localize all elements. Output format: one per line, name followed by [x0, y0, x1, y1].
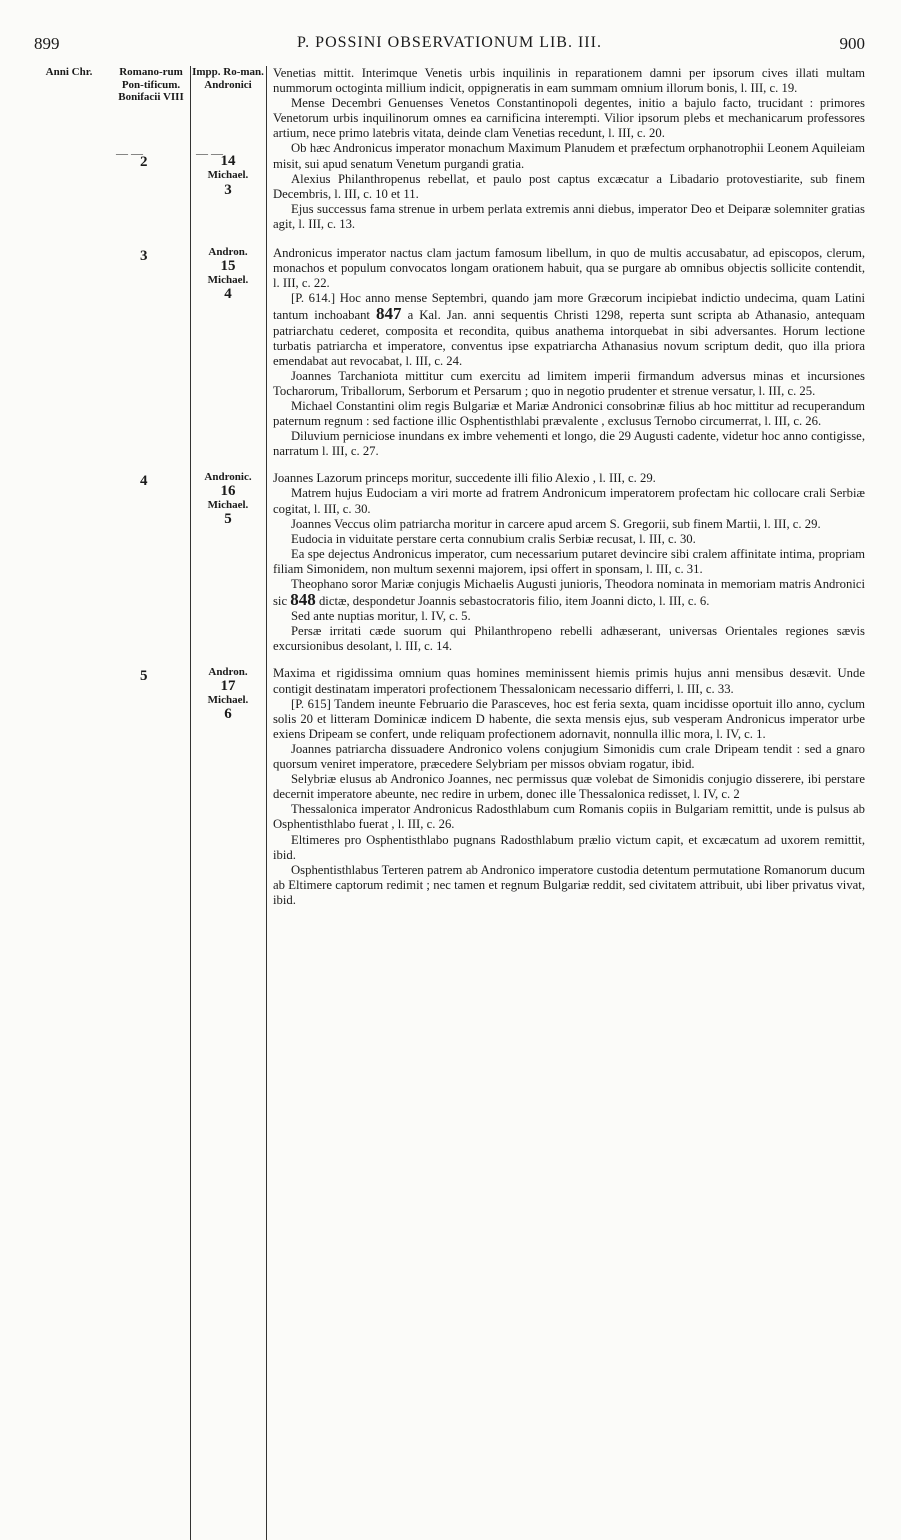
- entry-paragraph: Selybriæ elusus ab Andronico Joannes, nec permissus quæ volebat de Simonidis conjugio disserere, ibi perstare decernit imperatore abeunte, nec redire in urbem, donec ille Thessalonica redisset, l. IV, c. 2: [273, 772, 865, 802]
- main-text: [273, 66, 865, 908]
- co-emperor-name: Michael.: [207, 169, 249, 181]
- emperor-name: Andron.: [208, 666, 248, 678]
- andronicus-year: 16: [220, 482, 236, 499]
- emperor-name: Andron.: [208, 246, 248, 258]
- emperor-year-cell: [192, 666, 264, 722]
- entry-paragraph: [P. 615] Tandem ineunte Februario die Parasceves, hoc est feria sexta, quam incidisse oportuit illo anno, cyclum solis 20 et litteram Dominicæ indicem D habente, die sexta mensis ejus, sub vesperam Andronicus imperator urbe exiens Dripeam se confert, unde reliquam profectionem adornavit, nonnulla illic mora, l. IV, c. 1.: [273, 696, 865, 741]
- year-block: [273, 471, 865, 654]
- year-number: 2: [140, 154, 148, 170]
- entry-paragraph: Thessalonica imperator Andronicus Radosthlabum cum Romanis copiis in Bulgariam remittit, unde is pulsus ab Osphentisthlabo fuerat , l. III, c. 26.: [273, 802, 865, 832]
- entry-paragraph: Ejus successus fama strenue in urbem perlata extremis anni diebus, imperator Deo et Deiparæ solemniter gratias agit, l. III, c. 13.: [273, 201, 865, 231]
- emperor-name: Andronic.: [204, 471, 252, 483]
- co-emperor-name: Michael.: [207, 498, 249, 511]
- column-head-romano: Romano-rum Pon-tificum. Bonifacii VIII: [118, 66, 184, 103]
- column-dash: — —: [196, 146, 223, 160]
- year-block: [273, 66, 865, 232]
- entry-paragraph: Osphentisthlabus Terteren patrem ab Andronico imperatore custodia detentum permutatione Romanorum ducum ab Eltimere captorum redimit ; nec tamen et regnum Bulgariæ reddit, sed civitatem attribuit, ubi liber privatus vivat, ibid.: [273, 862, 865, 907]
- entry-paragraph: Ea spe dejectus Andronicus imperator, cum necessarium putaret devincire sibi cralem affinitate intima, propriam filiam Simonidem, non multum sexenni majorem, ipsi offert in sponsam, l. III, c. 31.: [273, 546, 865, 576]
- year-block: [273, 246, 865, 459]
- entry-paragraph: Matrem hujus Eudociam a viri morte ad fratrem Andronicum imperatorem profectam hic collocare crali Serbiæ cogitat, l. III, c. 30.: [273, 486, 865, 516]
- entry-paragraph: Mense Decembri Genuenses Venetos Constantinopoli degentes, initio a bajulo facto, trucidant : primores Venetorum urbis inquilinorum omnes ea carnificina interempti. Vilior ipsorum plebs et mechanicarum professores artium, nece primo latebris vitata, deinde clam Venetias recedunt, l. III, c. 20.: [273, 96, 865, 141]
- entry-paragraph: Joannes patriarcha dissuadere Andronico volens conjugium Simonidis cum crale Dripeam tendit : sed a gnaro quorsum veniret imperatore, præcedere Selybriam per missos obviam rogatur, ibid.: [273, 741, 865, 772]
- co-emperor-name: Michael.: [207, 273, 249, 286]
- entry-paragraph: Sed ante nuptias moritur, l. IV, c. 5.: [291, 609, 471, 624]
- inline-page-ref: 847: [376, 304, 402, 324]
- entry-paragraph: Ob hæc Andronicus imperator monachum Maximum Planudem et præfectum orphanotrophii Leonem Aquileiam misit, sui apud senatum Venetum purgandi gratia.: [273, 141, 865, 171]
- year-block: [273, 666, 865, 908]
- entry-paragraph: Venetias mittit. Interimque Venetis urbis inquilinis in reparationem damni per ipsorum cives illati multam nummorum octoginta millium indicit, oppigneratis in eam summam omnium illorum bonis, l. III, c. 19.: [273, 66, 865, 96]
- entry-paragraph: Andronicus imperator nactus clam jactum famosum libellum, in quo de multis accusabatur, ad episcopos, clerum, monachos et populum convocatos longam orationem habuit, qua se purgare ab omnibus objectis sollicite contendit, l. III, c. 22.: [273, 246, 865, 291]
- entry-paragraph: Joannes Tarchaniota mittitur cum exercitu ad limitem imperii firmandum adversus minas et incursiones Tocharorum, Triballorum, Serborum et Persarum ; quo in negotio prudenter et strenue versatur, l. III, c. 25.: [273, 368, 865, 398]
- entry-paragraph: Persæ irritati cæde suorum qui Philanthropeno rebelli adhæserant, universas Orientales regiones sævis excursionibus desolant, l. III, c. 14.: [273, 624, 865, 654]
- running-title: P. POSSINI OBSERVATIONUM LIB. III.: [297, 34, 602, 51]
- column-dash: — —: [116, 146, 143, 160]
- inline-page-ref: 848: [290, 590, 316, 610]
- michael-year: 5: [224, 511, 232, 527]
- entry-paragraph: Theophano soror Mariæ conjugis Michaelis Augusti junioris, Theodora nominata in memoriam matris Andronici sic 848 dictæ, despondetur Joannis sebastocratoris filio, item Joanni dicto, l. III, c. 6.: [273, 577, 865, 610]
- year-number: 4: [140, 473, 148, 489]
- entry-paragraph: Joannes Lazorum princeps moritur, succedente illi filio Alexio , l. III, c. 29.: [273, 471, 656, 486]
- page-header: [34, 34, 865, 56]
- entry-paragraph: Diluvium perniciose inundans ex imbre vehementi et longo, die 29 Augusti cadente, videtur hoc anno contigisse, narratum l. III, c. 27.: [273, 429, 865, 459]
- emperor-year-cell: [192, 246, 264, 302]
- year-number: 3: [140, 248, 148, 264]
- column-head-anni: Anni Chr.: [45, 66, 93, 78]
- entry-paragraph: Eltimeres pro Osphentisthlabo pugnans Radosthlabum prælio victum capit, et excæcatum ad uxorem remittit, ibid.: [273, 832, 865, 862]
- entry-paragraph: [P. 614.] Hoc anno mense Septembri, quando jam more Græcorum incipiebat indictio undecima, quam Latini tantum inchoabant 847 a Kal. Jan. anni sequentis Christi 1298, reperta sunt scripta ab Athanasio, antequam patriarchatu cederet, composita et recondita, quibus anathema intorquebat in sibi adversantes. Horum lectione turbatis patriarcha et imperatore, conventus ipse expatriarcha Athanasius novum scriptum dedit, quo illa priora emendabat aut revocabat, l. III, c. 24.: [273, 291, 865, 368]
- year-number: 5: [140, 668, 148, 684]
- entry-paragraph: Eudocia in viduitate perstare certa connubium cralis Serbiæ recusat, l. III, c. 30.: [291, 531, 696, 546]
- column-head-impp: Impp. Ro-man. Andronici: [192, 66, 264, 91]
- column-rule-1: [190, 66, 191, 1540]
- co-emperor-name: Michael.: [207, 693, 249, 706]
- right-page-number: 900: [839, 34, 865, 53]
- entry-paragraph: Maxima et rigidissima omnium quas homines meminissent hiemis primis hujus anni mensibus desævit. Unde contigit destinatam imperatori profectionem Thessalonicam necessario differri, l. III, c. 33.: [273, 666, 865, 696]
- entry-paragraph: Joannes Veccus olim patriarcha moritur in carcere apud arcem S. Gregorii, sub finem Martii, l. III, c. 29.: [291, 516, 821, 531]
- column-rule-2: [266, 66, 267, 1540]
- left-page-number: 899: [34, 34, 60, 53]
- andronicus-year: 14: [220, 153, 236, 169]
- michael-year: 3: [224, 181, 232, 198]
- emperor-year-cell: [192, 471, 264, 527]
- entry-paragraph: Alexius Philanthropenus rebellat, et paulo post captus excæcatur a Libadario protovestiarite, sub finem Decembris, l. III, c. 10 et 11.: [273, 171, 865, 201]
- entry-paragraph: Michael Constantini olim regis Bulgariæ et Mariæ Andronici consobrinæ filius ab hoc mittitur ad recuperandum paternum regnum : sed factione illic Osphentisthlabi prævalente , exclusus Ternobo circumerrat, l. III, c. 26.: [273, 398, 865, 429]
- michael-year: 6: [224, 706, 232, 722]
- andronicus-year: 15: [220, 257, 236, 274]
- andronicus-year: 17: [220, 677, 236, 694]
- michael-year: 4: [224, 286, 232, 302]
